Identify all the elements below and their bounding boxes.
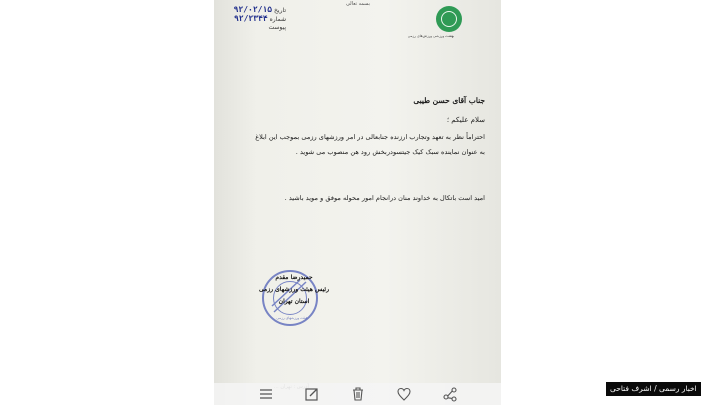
signature-title: رئیس هیئت ورزشهای رزمی xyxy=(259,286,329,293)
number-value: ۹۲/۲۳۴۴ xyxy=(233,14,268,23)
letter-paragraph: احتراماً نظر به تعهد وتجارب ارزنده جنابعالی در امر ورزشهای رزمی بموجب این ابلاغ به عنوان نماینده سبک کیک جیتسودربخش رود هن منصوب می شوید . xyxy=(255,133,485,156)
stamp-text: هیئت ورزشهای رزمی xyxy=(276,316,308,320)
organization-logo-icon xyxy=(436,6,462,32)
letter-greeting: سلام علیکم ؛ xyxy=(446,116,485,124)
photo-viewer xyxy=(214,0,501,405)
letter-meta xyxy=(224,6,286,32)
menu-icon[interactable] xyxy=(258,386,274,402)
photo-credit-caption: اخبار رسمی / اشرف فتاحی xyxy=(606,382,701,396)
signature-name: حمیدرضا مقدم xyxy=(275,274,313,281)
number-label: شماره xyxy=(269,16,286,23)
trash-icon[interactable] xyxy=(350,386,366,402)
date-value: ۹۲/۰۲/۱۵ xyxy=(233,5,273,14)
letter-document xyxy=(214,0,501,383)
signature-org: استان تهران xyxy=(278,298,310,305)
letter-addressee: جناب آقای حسن طیبی xyxy=(413,96,485,105)
attachment-label: پیوست xyxy=(268,24,286,31)
signature-block xyxy=(254,272,334,308)
share-icon[interactable] xyxy=(442,386,458,402)
edit-icon[interactable] xyxy=(304,386,320,402)
letter-closing: امید است باتکال به خداوند منان درانجام امور محوله موفق و موید باشید . xyxy=(284,194,485,202)
heart-icon[interactable] xyxy=(396,386,412,402)
date-label: تاریخ xyxy=(274,7,286,14)
viewer-toolbar xyxy=(214,383,501,405)
organization-name: بهشت ورزشی ورزش‌های رزمی xyxy=(407,34,455,38)
letter-bismillah: بسمه تعالی xyxy=(346,1,371,7)
